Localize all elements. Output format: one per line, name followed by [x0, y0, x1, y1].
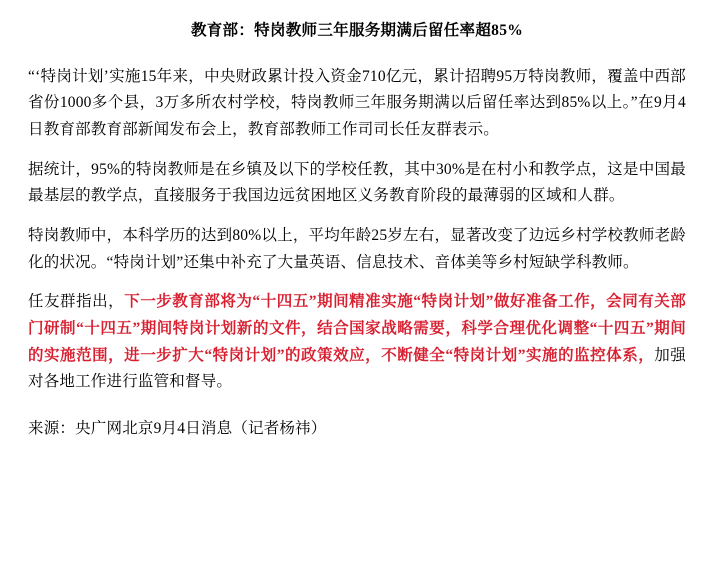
paragraph-4-emphasis: 下一步教育部将为“十四五”期间精准实施“特岗计划”做好准备工作，会同有关部门研制“十四五”期间特岗计划新的文件，结合国家战略需要，科学合理优化调整“十四五”期间的实施范围，进一步扩大“特岗计划”的政策效应，不断健全“特岗计划”实施的监控体系， — [28, 293, 686, 364]
paragraph-3: 特岗教师中，本科学历的达到80%以上，平均年龄25岁左右，显著改变了边远乡村学校教师老龄化的状况。“特岗计划”还集中补充了大量英语、信息技术、音体美等乡村短缺学科教师。 — [28, 226, 686, 271]
paragraph-4-lead: 任友群指出， — [28, 293, 125, 311]
article-body — [28, 42, 686, 443]
source-line: 来源：央广网北京9月4日消息（记者杨祎） — [28, 419, 327, 437]
paragraph-2: 据统计，95%的特岗教师是在乡镇及以下的学校任教，其中30%是在村小和教学点，这是中国最最基层的教学点，直接服务于我国边远贫困地区义务教育阶段的最薄弱的区域和人群。 — [28, 160, 686, 205]
page-title: 教育部：特岗教师三年服务期满后留任率超85% — [190, 22, 524, 39]
document-page — [0, 20, 714, 571]
paragraph-4 — [28, 289, 686, 396]
paragraph-4-tail: 加强对各地工作进行监管和督导。 — [28, 346, 686, 391]
paragraph-1: “‘特岗计划’实施15年来，中央财政累计投入资金710亿元，累计招聘95万特岗教师，覆盖中西部省份1000多个县，3万多所农村学校，特岗教师三年服务期满以后留任率达到85%以上。”在9月4日教育部教育部新闻发布会上，教育部教师工作司司长任友群表示。 — [28, 67, 686, 138]
